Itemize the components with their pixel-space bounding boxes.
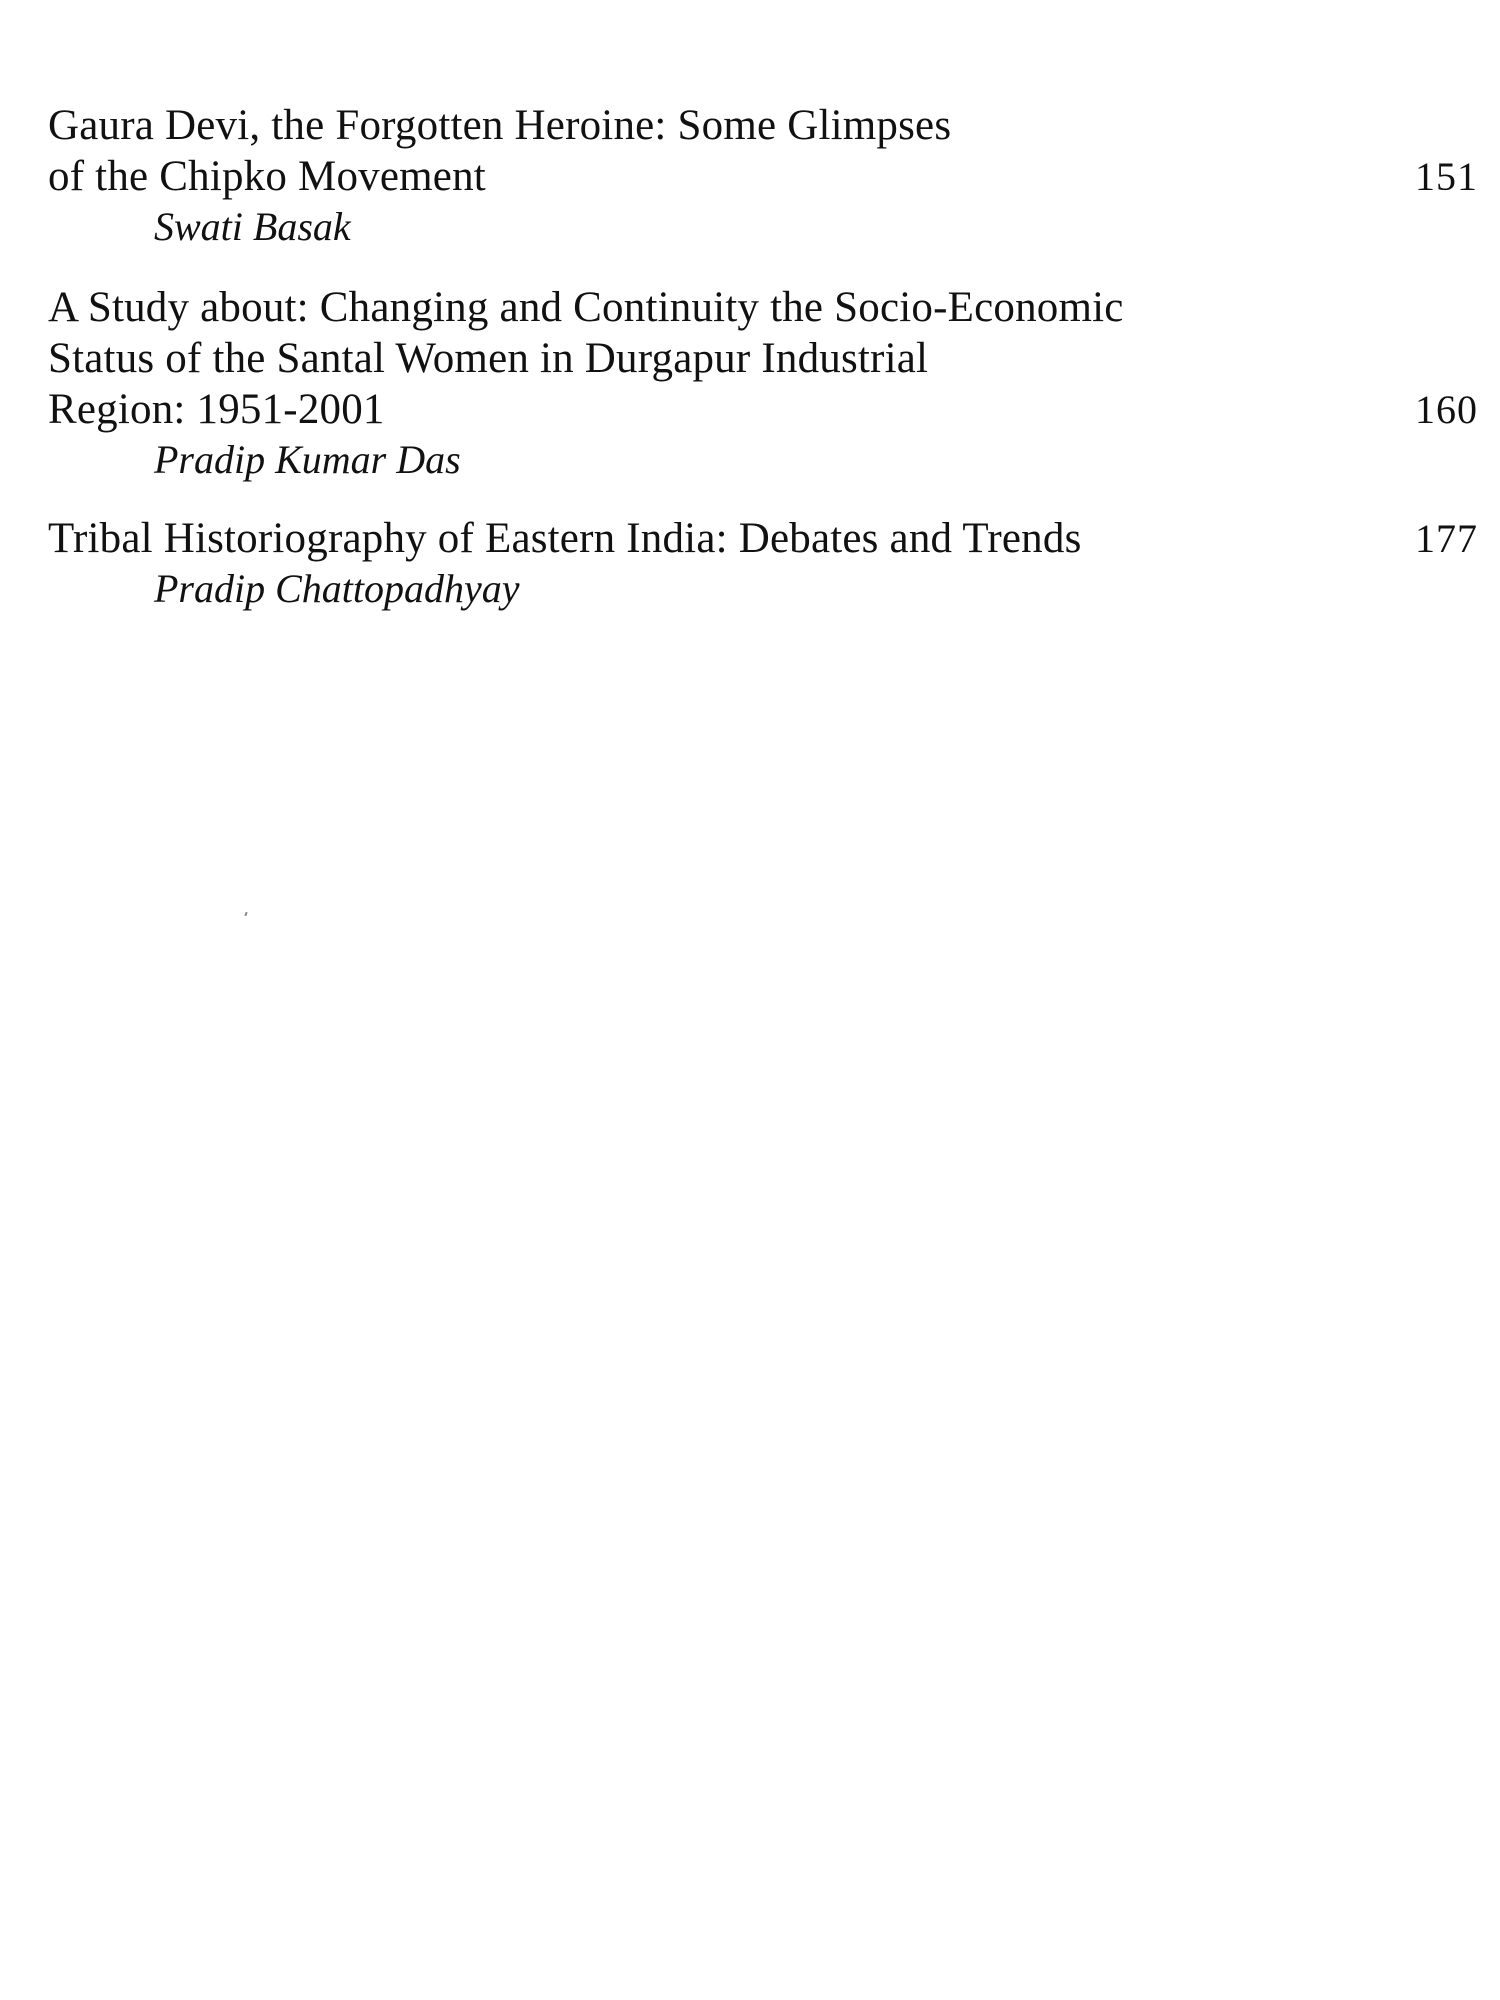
toc-entry: [48, 282, 1478, 485]
toc-entry: [48, 100, 1478, 252]
entry-page-number: 151: [1415, 154, 1478, 199]
paper-speck: [244, 912, 247, 916]
entry-title-line: Status of the Santal Women in Durgapur Industrial: [48, 335, 929, 382]
entry-title-line: Tribal Historiography of Eastern India: Debates and Trends: [48, 515, 1082, 562]
toc-entry: [48, 513, 1478, 614]
entry-title-line: Region: 1951-2001: [48, 386, 385, 433]
entry-title-line: Gaura Devi, the Forgotten Heroine: Some Glimpses: [48, 102, 952, 149]
entry-author: Swati Basak: [154, 204, 351, 249]
entry-title-line: A Study about: Changing and Continuity the Socio-Economic: [48, 284, 1124, 331]
entry-page-number: 177: [1415, 516, 1478, 561]
entry-title-line: of the Chipko Movement: [48, 153, 486, 200]
entry-author: Pradip Kumar Das: [154, 437, 461, 482]
entry-author: Pradip Chattopadhyay: [154, 566, 520, 611]
entry-page-number: 160: [1415, 387, 1478, 432]
